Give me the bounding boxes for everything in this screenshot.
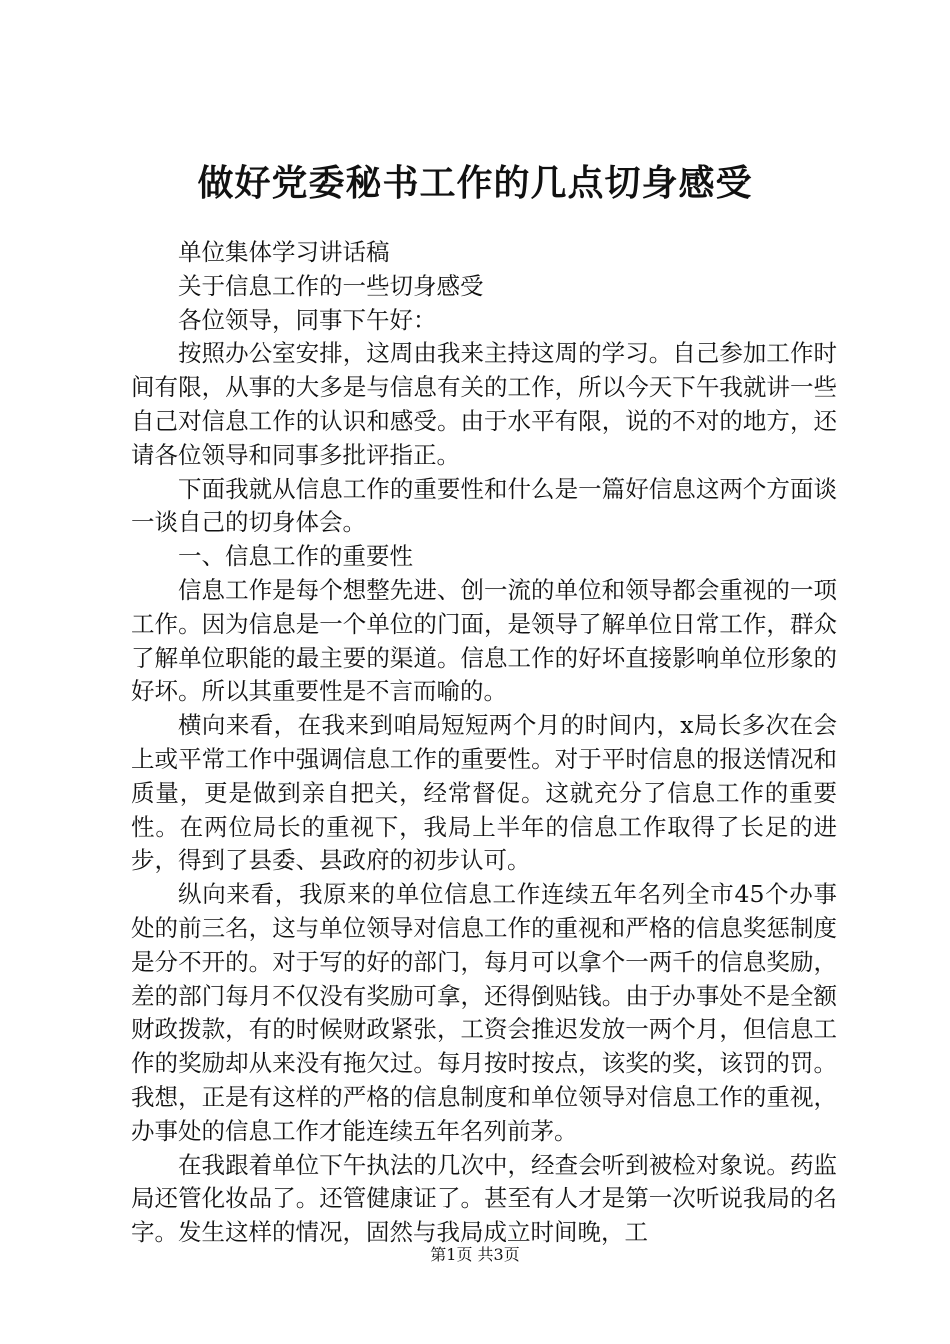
paragraph: 纵向来看，我原来的单位信息工作连续五年名列全市45个办事处的前三名，这与单位领导对信息工作的重视和严格的信息奖惩制度是分不开的。对于写的好的部门，每月可以拿个一两千的信息奖励，差的部门每月不仅没有奖励可拿，还得倒贴钱。由于办事处不是全额财政拨款，有的时候财政紧张，工资会推迟发放一两个月，但信息工作的奖励却从来没有拖欠过。每月按时按点，该奖的奖，该罚的罚。我想，正是有这样的严格的信息制度和单位领导对信息工作的重视，办事处的信息工作才能连续五年名列前茅。 [131, 880, 837, 1145]
paragraph: 信息工作是每个想整先进、创一流的单位和领导都会重视的一项工作。因为信息是一个单位的门面，是领导了解单位日常工作，群众了解单位职能的最主要的渠道。信息工作的好坏直接影响单位形象的好坏。所以其重要性是不言而喻的。 [131, 575, 837, 706]
document-body [131, 236, 837, 1250]
page-footer: 第1页 共3页 [430, 1245, 520, 1264]
paragraph: 单位集体学习讲话稿 [178, 238, 390, 266]
paragraph: 在我跟着单位下午执法的几次中，经查会听到被检对象说。药监局还管化妆品了。还管健康证了。甚至有人才是第一次听说我局的名字。发生这样的情况，固然与我局成立时间晚，工 [131, 1150, 837, 1247]
paragraph: 各位领导，同事下午好： [178, 305, 437, 334]
paragraph: 关于信息工作的一些切身感受 [178, 271, 484, 300]
paragraph: 下面我就从信息工作的重要性和什么是一篇好信息这两个方面谈一谈自己的切身体会。 [131, 474, 837, 537]
paragraph: 按照办公室安排，这周由我来主持这周的学习。自己参加工作时间有限，从事的大多是与信息有关的工作，所以今天下午我就讲一些自己对信息工作的认识和感受。由于水平有限，说的不对的地方，还请各位领导和同事多批评指正。 [131, 339, 837, 469]
section-heading: 一、信息工作的重要性 [178, 542, 413, 571]
paragraph: 横向来看，在我来到咱局短短两个月的时间内，x局长多次在会上或平常工作中强调信息工作的重要性。对于平时信息的报送情况和质量，更是做到亲自把关，经常督促。这就充分了信息工作的重要性。在两位局长的重视下，我局上半年的信息工作取得了长足的进步，得到了县委、县政府的初步认可。 [131, 711, 837, 875]
document-title: 做好党委秘书工作的几点切身感受 [197, 162, 753, 204]
